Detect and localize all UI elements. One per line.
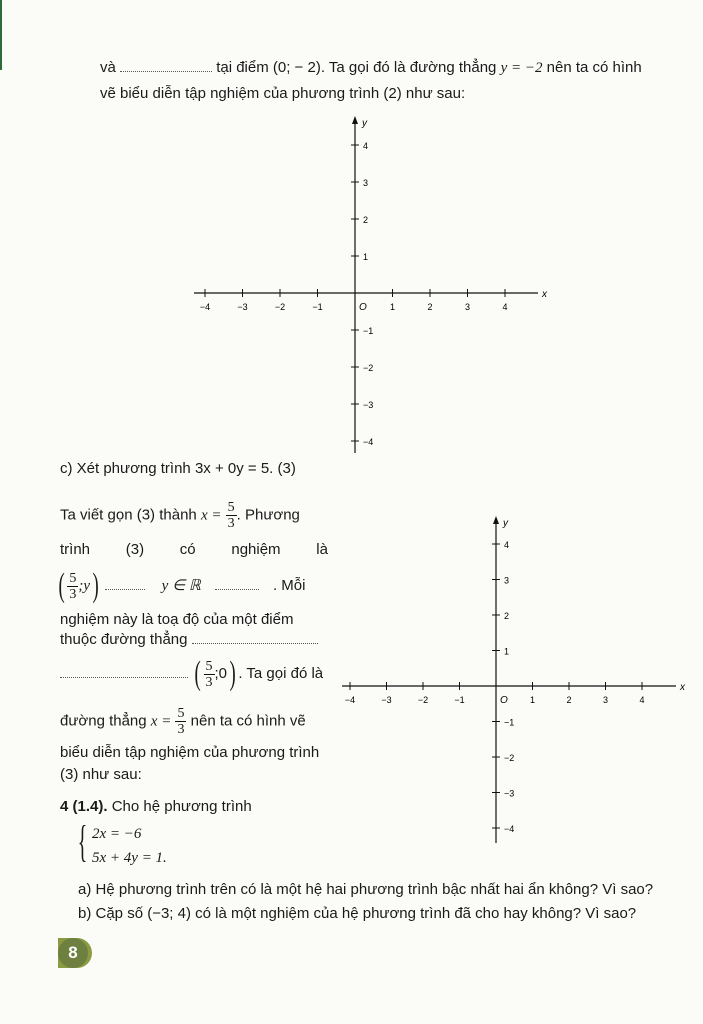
y-tick-label: 4	[363, 141, 369, 151]
y-tick-label: −2	[363, 363, 374, 373]
origin-label: O	[500, 695, 508, 706]
exercise-4-heading	[60, 797, 252, 817]
x-tick-label: 2	[427, 302, 433, 312]
y-tick-label: 2	[363, 215, 369, 225]
fraction-denominator: 3	[205, 674, 213, 690]
y-axis-arrow	[352, 116, 358, 124]
page-number-badge	[58, 938, 92, 968]
fraction-numerator: 5	[227, 500, 235, 515]
part-c-line-1	[60, 500, 300, 531]
part-c-line-4: nghiệm này là toạ độ của một điểm	[60, 611, 294, 628]
paren-left: (	[58, 567, 65, 605]
y-tick-label: −1	[504, 717, 515, 728]
paren-right: )	[229, 655, 236, 693]
x-tick-label: −3	[381, 695, 392, 705]
y-tick-label: 3	[363, 178, 369, 188]
equation-x: x =	[150, 713, 172, 730]
text-va: và	[100, 59, 116, 76]
text-ta-goi-do-la: . Ta gọi đó là	[238, 665, 324, 682]
fraction-numerator: 5	[205, 658, 213, 674]
x-tick-label: −4	[344, 695, 356, 705]
x-tick-label: −4	[199, 302, 211, 312]
question-a: a) Hệ phương trình trên có là một hệ hai phương trình bậc nhất hai ẩn không? Vì sao?	[78, 881, 654, 898]
word-nghiem: nghiệm	[231, 541, 281, 558]
text-tai-diem: tại điểm (0; − 2). Ta gọi đó là đường thẳng	[216, 59, 497, 76]
y-tick-label: −3	[363, 400, 374, 410]
y-tick-label: 4	[504, 540, 510, 550]
fraction-denominator: 3	[227, 516, 235, 531]
question-b: b) Cặp số (−3; 4) có là một nghiệm của hệ phương trình đã cho hay không? Vì sao?	[78, 905, 637, 922]
fraction-numerator: 5	[69, 570, 77, 586]
y-tick-label: 2	[504, 611, 510, 621]
x-tick-label: 1	[389, 302, 396, 312]
y-tick-label: −4	[504, 824, 515, 834]
origin-label: O	[359, 302, 367, 313]
text-nen-ta: nên ta có hình	[546, 59, 642, 76]
word-co: có	[179, 541, 196, 558]
x-tick-label: −2	[274, 302, 286, 312]
blank-5	[60, 665, 188, 678]
y-tick-label: 1	[363, 252, 369, 262]
x-tick-label: −1	[454, 695, 465, 705]
word-3: (3)	[125, 541, 145, 558]
y-tick-label: −4	[363, 437, 374, 447]
part-c-line-6	[60, 654, 323, 694]
fraction-5-3	[226, 500, 237, 531]
page-number: 8	[58, 938, 88, 968]
system-equation-2: 5x + 4y = 1.	[92, 850, 167, 866]
blank-2	[105, 577, 145, 590]
x-tick-label: −2	[417, 695, 429, 705]
text-nen-ta-co-hinh-ve: nên ta có hình vẽ	[190, 712, 306, 730]
coordinate-graph-1	[190, 112, 550, 457]
blank-3	[215, 577, 259, 590]
y-axis-arrow	[493, 516, 499, 524]
x-tick-label: −3	[237, 302, 248, 312]
y-in-reals: y ∈ ℝ	[161, 578, 201, 594]
x-tick-label: 4	[639, 695, 645, 705]
x-tick-label: 3	[464, 302, 471, 312]
part-c-line-7	[60, 706, 306, 737]
fraction-denominator: 3	[69, 586, 77, 602]
y-tick-label: −3	[504, 788, 515, 799]
fraction-5-3-line	[175, 706, 186, 737]
y-axis-label: y	[503, 518, 508, 529]
system-equation-1: 2x = −6	[92, 826, 142, 842]
x-tick-label: −1	[312, 302, 323, 312]
part-c-line-9: (3) như sau:	[60, 766, 142, 783]
equation-x: x =	[200, 507, 222, 524]
part-c-line-2	[60, 540, 328, 560]
pair-0: ;0	[214, 665, 228, 682]
text-moi: . Mỗi	[272, 577, 306, 594]
text-thuoc-duong-thang: thuộc đường thẳng	[60, 631, 188, 648]
x-tick-label: 4	[502, 302, 508, 312]
word-trinh: trình	[60, 541, 91, 558]
fraction-5-3-pair	[67, 571, 78, 602]
intro-line-1	[100, 58, 642, 78]
y-tick-label: −2	[504, 753, 515, 763]
x-tick-label: 2	[566, 695, 572, 705]
x-tick-label: 3	[602, 695, 609, 705]
fraction-5-3-point	[204, 659, 215, 690]
y-tick-label: 1	[504, 646, 510, 657]
exercise-4-number: 4 (1.4).	[60, 798, 108, 815]
y-tick-label: 3	[504, 575, 510, 586]
intro-line-2: vẽ biểu diễn tập nghiệm của phương trình (2) như sau:	[100, 85, 466, 102]
part-c-line-8: biểu diễn tập nghiệm của phương trình	[60, 744, 320, 761]
exercise-4-intro: Cho hệ phương trình	[111, 798, 252, 815]
fraction-denominator: 3	[177, 722, 185, 737]
x-tick-label: 1	[529, 695, 536, 705]
part-c-heading: c) Xét phương trình 3x + 0y = 5. (3)	[60, 460, 296, 477]
part-c-line-5	[60, 630, 318, 650]
y-axis-label: y	[362, 118, 367, 129]
page-edge-stripe	[0, 0, 2, 70]
x-axis-label: x	[680, 682, 685, 693]
text-phuong: . Phương	[236, 506, 300, 524]
coordinate-graph-2	[338, 512, 688, 847]
fraction-numerator: 5	[177, 706, 185, 721]
text-ta-viet-gon: Ta viết gọn (3) thành	[60, 506, 197, 524]
text-duong-thang: đường thẳng	[60, 712, 147, 730]
paren-right: )	[92, 567, 99, 605]
y-tick-label: −1	[363, 326, 374, 336]
pair-y: ;y	[78, 578, 90, 594]
x-axis-label: x	[542, 289, 547, 300]
part-c-line-3	[56, 566, 305, 606]
word-la: là	[316, 541, 328, 558]
paren-left: (	[194, 655, 201, 693]
blank-4	[192, 631, 318, 644]
blank-1	[120, 59, 212, 72]
system-brace: {	[77, 817, 88, 866]
equation-y-minus-2: y = −2	[500, 60, 543, 76]
